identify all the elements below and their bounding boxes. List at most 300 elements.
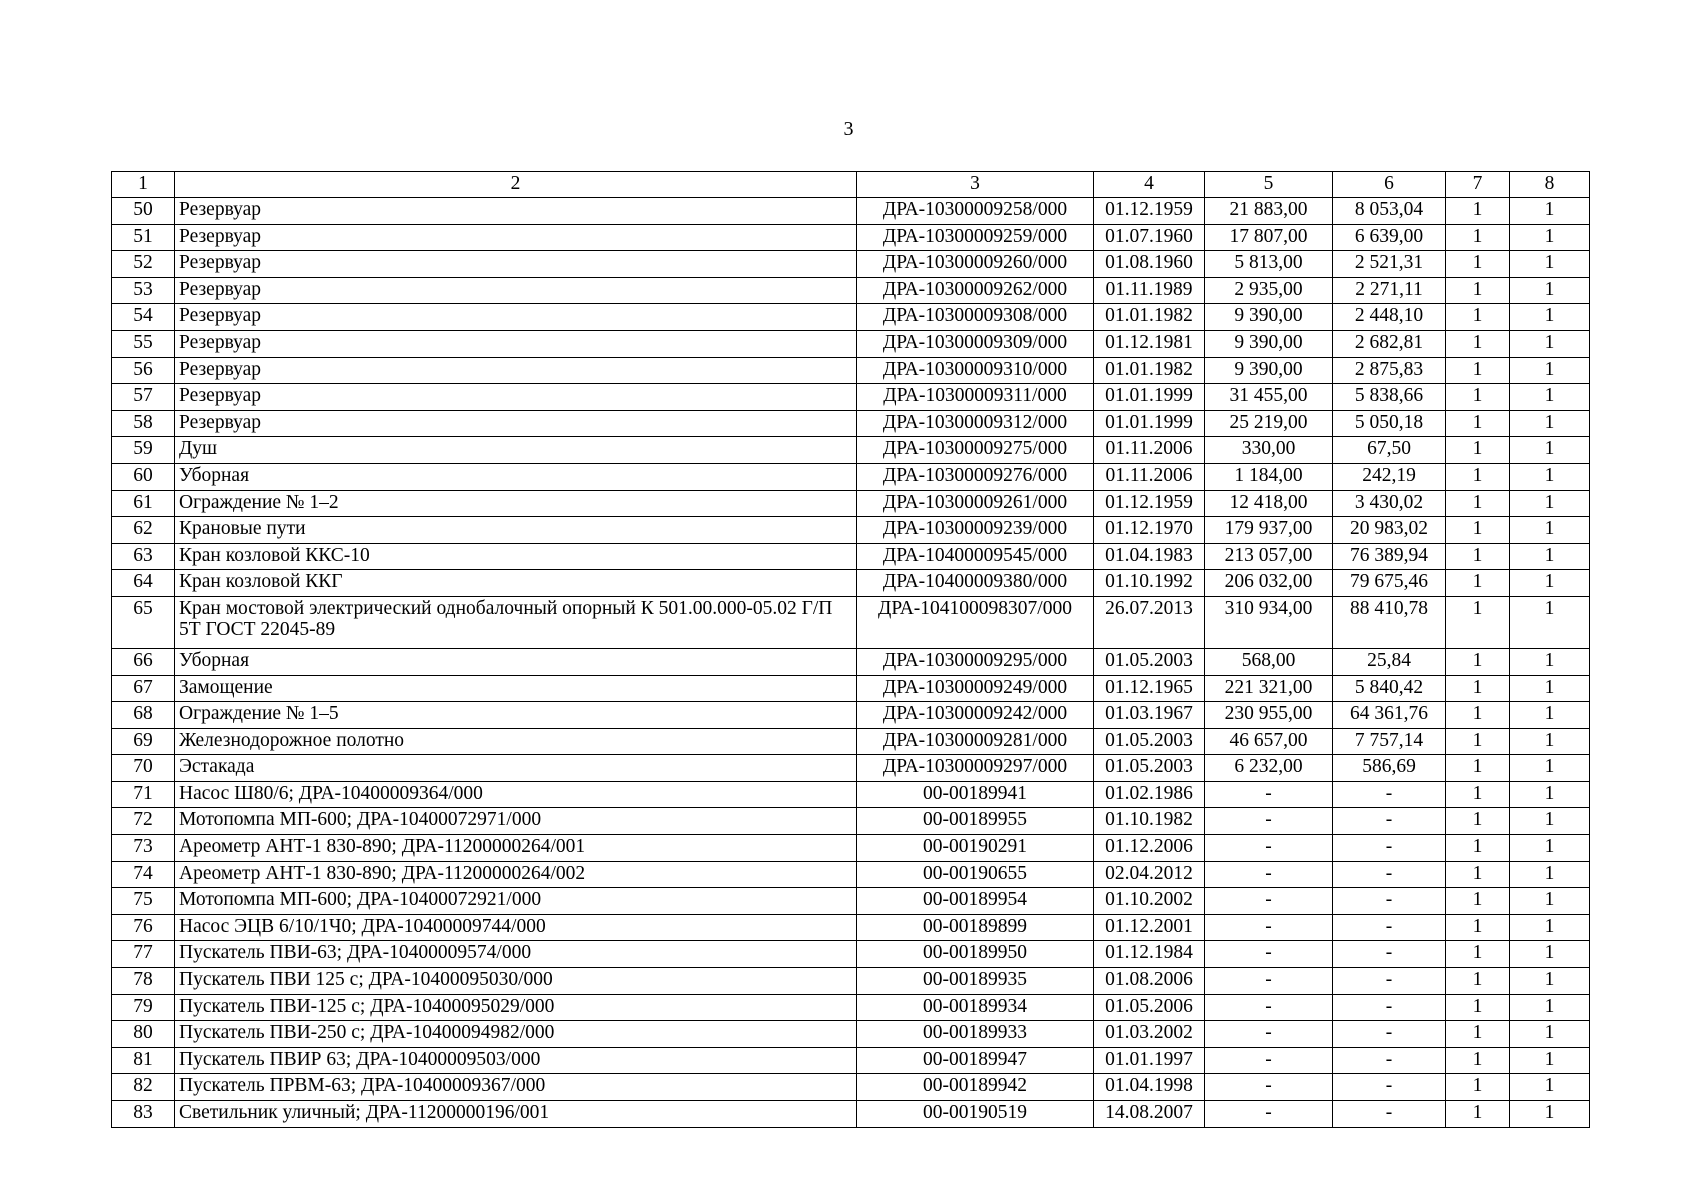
- initial-cost-cell: -: [1205, 1074, 1333, 1101]
- initial-cost-cell: 25 219,00: [1205, 410, 1333, 437]
- row-number-cell: 74: [112, 861, 175, 888]
- residual-cost-cell: -: [1333, 781, 1446, 808]
- residual-cost-cell: -: [1333, 994, 1446, 1021]
- quantity-cell: 1: [1446, 490, 1510, 517]
- table-body: [112, 198, 1590, 1128]
- quantity-cell: 1: [1446, 517, 1510, 544]
- quantity-cell: 1: [1446, 861, 1510, 888]
- item-name-cell: Мотопомпа МП-600; ДРА-10400072971/000: [175, 808, 857, 835]
- quantity-cell: 1: [1446, 198, 1510, 225]
- date-cell: 01.08.1960: [1094, 251, 1205, 278]
- quantity-cell: 1: [1446, 728, 1510, 755]
- inventory-number-cell: 00-00189955: [857, 808, 1094, 835]
- quantity-actual-cell: 1: [1510, 941, 1590, 968]
- quantity-cell: 1: [1446, 781, 1510, 808]
- table-row: [112, 330, 1590, 357]
- inventory-number-cell: 00-00189954: [857, 888, 1094, 915]
- date-cell: 01.04.1983: [1094, 543, 1205, 570]
- row-number-cell: 66: [112, 648, 175, 675]
- quantity-actual-cell: 1: [1510, 224, 1590, 251]
- quantity-actual-cell: 1: [1510, 330, 1590, 357]
- date-cell: 01.01.1999: [1094, 410, 1205, 437]
- residual-cost-cell: 6 639,00: [1333, 224, 1446, 251]
- table-row: [112, 437, 1590, 464]
- item-name-cell: Резервуар: [175, 304, 857, 331]
- date-cell: 01.05.2003: [1094, 648, 1205, 675]
- row-number-cell: 78: [112, 968, 175, 995]
- date-cell: 01.05.2003: [1094, 755, 1205, 782]
- table-row: [112, 357, 1590, 384]
- row-number-cell: 63: [112, 543, 175, 570]
- inventory-number-cell: 00-00189933: [857, 1021, 1094, 1048]
- inventory-number-cell: ДРА-10300009275/000: [857, 437, 1094, 464]
- inventory-number-cell: ДРА-10300009259/000: [857, 224, 1094, 251]
- quantity-actual-cell: 1: [1510, 198, 1590, 225]
- residual-cost-cell: -: [1333, 808, 1446, 835]
- quantity-actual-cell: 1: [1510, 543, 1590, 570]
- date-cell: 01.10.1982: [1094, 808, 1205, 835]
- header-col-7: 7: [1446, 172, 1510, 198]
- item-name-cell: Ареометр АНТ-1 830-890; ДРА-11200000264/002: [175, 861, 857, 888]
- date-cell: 01.12.1965: [1094, 675, 1205, 702]
- date-cell: 01.07.1960: [1094, 224, 1205, 251]
- table-row: [112, 888, 1590, 915]
- quantity-actual-cell: 1: [1510, 463, 1590, 490]
- row-number-cell: 62: [112, 517, 175, 544]
- initial-cost-cell: 213 057,00: [1205, 543, 1333, 570]
- quantity-cell: 1: [1446, 968, 1510, 995]
- residual-cost-cell: -: [1333, 1021, 1446, 1048]
- date-cell: 01.12.1970: [1094, 517, 1205, 544]
- item-name-cell: Замощение: [175, 675, 857, 702]
- initial-cost-cell: -: [1205, 781, 1333, 808]
- inventory-number-cell: ДРА-104100098307/000: [857, 596, 1094, 648]
- date-cell: 01.01.1982: [1094, 357, 1205, 384]
- residual-cost-cell: -: [1333, 888, 1446, 915]
- row-number-cell: 79: [112, 994, 175, 1021]
- row-number-cell: 76: [112, 914, 175, 941]
- residual-cost-cell: 2 271,11: [1333, 277, 1446, 304]
- residual-cost-cell: 5 050,18: [1333, 410, 1446, 437]
- inventory-number-cell: ДРА-10300009242/000: [857, 702, 1094, 729]
- date-cell: 01.12.1984: [1094, 941, 1205, 968]
- date-cell: 01.01.1999: [1094, 384, 1205, 411]
- table-row: [112, 596, 1590, 648]
- date-cell: 01.12.2001: [1094, 914, 1205, 941]
- item-name-cell: Кран козловой ККС-10: [175, 543, 857, 570]
- quantity-cell: 1: [1446, 304, 1510, 331]
- item-name-cell: Уборная: [175, 463, 857, 490]
- item-name-cell: Пускатель ПРВМ-63; ДРА-10400009367/000: [175, 1074, 857, 1101]
- initial-cost-cell: -: [1205, 861, 1333, 888]
- row-number-cell: 70: [112, 755, 175, 782]
- item-name-cell: Пускатель ПВИ-125 с; ДРА-10400095029/000: [175, 994, 857, 1021]
- quantity-cell: 1: [1446, 357, 1510, 384]
- inventory-number-cell: 00-00189942: [857, 1074, 1094, 1101]
- row-number-cell: 71: [112, 781, 175, 808]
- row-number-cell: 82: [112, 1074, 175, 1101]
- row-number-cell: 80: [112, 1021, 175, 1048]
- initial-cost-cell: 568,00: [1205, 648, 1333, 675]
- initial-cost-cell: 46 657,00: [1205, 728, 1333, 755]
- page-number: 3: [843, 118, 854, 140]
- item-name-cell: Пускатель ПВИ-250 с; ДРА-10400094982/000: [175, 1021, 857, 1048]
- residual-cost-cell: 88 410,78: [1333, 596, 1446, 648]
- row-number-cell: 61: [112, 490, 175, 517]
- table-row: [112, 914, 1590, 941]
- table-row: [112, 463, 1590, 490]
- date-cell: 14.08.2007: [1094, 1101, 1205, 1128]
- quantity-cell: 1: [1446, 888, 1510, 915]
- inventory-number-cell: ДРА-10300009281/000: [857, 728, 1094, 755]
- inventory-number-cell: 00-00189935: [857, 968, 1094, 995]
- inventory-number-cell: ДРА-10300009239/000: [857, 517, 1094, 544]
- date-cell: 01.01.1997: [1094, 1047, 1205, 1074]
- row-number-cell: 72: [112, 808, 175, 835]
- inventory-number-cell: ДРА-10300009310/000: [857, 357, 1094, 384]
- initial-cost-cell: -: [1205, 1021, 1333, 1048]
- quantity-cell: 1: [1446, 224, 1510, 251]
- residual-cost-cell: 67,50: [1333, 437, 1446, 464]
- item-name-cell: Пускатель ПВИР 63; ДРА-10400009503/000: [175, 1047, 857, 1074]
- table-row: [112, 1047, 1590, 1074]
- inventory-number-cell: ДРА-10300009258/000: [857, 198, 1094, 225]
- row-number-cell: 60: [112, 463, 175, 490]
- quantity-actual-cell: 1: [1510, 994, 1590, 1021]
- quantity-actual-cell: 1: [1510, 675, 1590, 702]
- header-col-1: 1: [112, 172, 175, 198]
- item-name-cell: Пускатель ПВИ 125 с; ДРА-10400095030/000: [175, 968, 857, 995]
- inventory-number-cell: 00-00190519: [857, 1101, 1094, 1128]
- residual-cost-cell: -: [1333, 914, 1446, 941]
- residual-cost-cell: -: [1333, 968, 1446, 995]
- residual-cost-cell: 5 840,42: [1333, 675, 1446, 702]
- table-row: [112, 517, 1590, 544]
- item-name-cell: Железнодорожное полотно: [175, 728, 857, 755]
- residual-cost-cell: 2 448,10: [1333, 304, 1446, 331]
- inventory-number-cell: ДРА-10300009262/000: [857, 277, 1094, 304]
- item-name-cell: Мотопомпа МП-600; ДРА-10400072921/000: [175, 888, 857, 915]
- initial-cost-cell: 9 390,00: [1205, 330, 1333, 357]
- row-number-cell: 52: [112, 251, 175, 278]
- inventory-number-cell: 00-00190291: [857, 835, 1094, 862]
- quantity-cell: 1: [1446, 648, 1510, 675]
- quantity-cell: 1: [1446, 384, 1510, 411]
- item-name-cell: Резервуар: [175, 277, 857, 304]
- item-name-cell: Резервуар: [175, 410, 857, 437]
- initial-cost-cell: 6 232,00: [1205, 755, 1333, 782]
- row-number-cell: 55: [112, 330, 175, 357]
- quantity-cell: 1: [1446, 251, 1510, 278]
- inventory-number-cell: 00-00190655: [857, 861, 1094, 888]
- table-row: [112, 224, 1590, 251]
- row-number-cell: 57: [112, 384, 175, 411]
- initial-cost-cell: -: [1205, 968, 1333, 995]
- table-row: [112, 835, 1590, 862]
- item-name-cell: Ограждение № 1–2: [175, 490, 857, 517]
- quantity-actual-cell: 1: [1510, 596, 1590, 648]
- date-cell: 01.12.1959: [1094, 490, 1205, 517]
- date-cell: 01.11.2006: [1094, 463, 1205, 490]
- item-name-cell: Эстакада: [175, 755, 857, 782]
- initial-cost-cell: 310 934,00: [1205, 596, 1333, 648]
- quantity-actual-cell: 1: [1510, 755, 1590, 782]
- quantity-actual-cell: 1: [1510, 437, 1590, 464]
- initial-cost-cell: 31 455,00: [1205, 384, 1333, 411]
- table-row: [112, 198, 1590, 225]
- row-number-cell: 73: [112, 835, 175, 862]
- quantity-cell: 1: [1446, 330, 1510, 357]
- quantity-actual-cell: 1: [1510, 861, 1590, 888]
- date-cell: 01.02.1986: [1094, 781, 1205, 808]
- date-cell: 01.03.2002: [1094, 1021, 1205, 1048]
- quantity-actual-cell: 1: [1510, 570, 1590, 597]
- item-name-cell: Крановые пути: [175, 517, 857, 544]
- quantity-cell: 1: [1446, 596, 1510, 648]
- row-number-cell: 56: [112, 357, 175, 384]
- inventory-number-cell: ДРА-10300009260/000: [857, 251, 1094, 278]
- quantity-cell: 1: [1446, 1047, 1510, 1074]
- initial-cost-cell: -: [1205, 941, 1333, 968]
- table-row: [112, 648, 1590, 675]
- row-number-cell: 69: [112, 728, 175, 755]
- quantity-cell: 1: [1446, 808, 1510, 835]
- quantity-actual-cell: 1: [1510, 490, 1590, 517]
- residual-cost-cell: 2 875,83: [1333, 357, 1446, 384]
- initial-cost-cell: -: [1205, 888, 1333, 915]
- initial-cost-cell: -: [1205, 914, 1333, 941]
- initial-cost-cell: 1 184,00: [1205, 463, 1333, 490]
- residual-cost-cell: 7 757,14: [1333, 728, 1446, 755]
- residual-cost-cell: 76 389,94: [1333, 543, 1446, 570]
- quantity-cell: 1: [1446, 994, 1510, 1021]
- item-name-cell: Пускатель ПВИ-63; ДРА-10400009574/000: [175, 941, 857, 968]
- inventory-number-cell: 00-00189899: [857, 914, 1094, 941]
- table-row: [112, 728, 1590, 755]
- date-cell: 01.03.1967: [1094, 702, 1205, 729]
- item-name-cell: Резервуар: [175, 357, 857, 384]
- row-number-cell: 81: [112, 1047, 175, 1074]
- quantity-actual-cell: 1: [1510, 968, 1590, 995]
- header-col-5: 5: [1205, 172, 1333, 198]
- quantity-cell: 1: [1446, 410, 1510, 437]
- inventory-number-cell: ДРА-10300009308/000: [857, 304, 1094, 331]
- header-col-8: 8: [1510, 172, 1590, 198]
- quantity-actual-cell: 1: [1510, 1021, 1590, 1048]
- date-cell: 01.08.2006: [1094, 968, 1205, 995]
- inventory-number-cell: 00-00189950: [857, 941, 1094, 968]
- table-row: [112, 994, 1590, 1021]
- row-number-cell: 58: [112, 410, 175, 437]
- row-number-cell: 51: [112, 224, 175, 251]
- header-col-3: 3: [857, 172, 1094, 198]
- row-number-cell: 75: [112, 888, 175, 915]
- table-row: [112, 251, 1590, 278]
- item-name-cell: Резервуар: [175, 224, 857, 251]
- date-cell: 01.11.1989: [1094, 277, 1205, 304]
- date-cell: 01.05.2003: [1094, 728, 1205, 755]
- quantity-cell: 1: [1446, 835, 1510, 862]
- quantity-cell: 1: [1446, 1074, 1510, 1101]
- inventory-number-cell: ДРА-10400009380/000: [857, 570, 1094, 597]
- date-cell: 01.10.2002: [1094, 888, 1205, 915]
- inventory-number-cell: ДРА-10300009311/000: [857, 384, 1094, 411]
- residual-cost-cell: -: [1333, 941, 1446, 968]
- quantity-cell: 1: [1446, 755, 1510, 782]
- inventory-number-cell: 00-00189947: [857, 1047, 1094, 1074]
- initial-cost-cell: -: [1205, 1101, 1333, 1128]
- table-row: [112, 808, 1590, 835]
- residual-cost-cell: -: [1333, 1047, 1446, 1074]
- inventory-number-cell: ДРА-10400009545/000: [857, 543, 1094, 570]
- initial-cost-cell: 230 955,00: [1205, 702, 1333, 729]
- quantity-actual-cell: 1: [1510, 357, 1590, 384]
- row-number-cell: 68: [112, 702, 175, 729]
- quantity-actual-cell: 1: [1510, 251, 1590, 278]
- table-row: [112, 781, 1590, 808]
- header-col-2: 2: [175, 172, 857, 198]
- quantity-actual-cell: 1: [1510, 1101, 1590, 1128]
- item-name-cell: Кран козловой ККГ: [175, 570, 857, 597]
- initial-cost-cell: 179 937,00: [1205, 517, 1333, 544]
- quantity-actual-cell: 1: [1510, 304, 1590, 331]
- item-name-cell: Резервуар: [175, 198, 857, 225]
- quantity-actual-cell: 1: [1510, 1047, 1590, 1074]
- table-row: [112, 384, 1590, 411]
- residual-cost-cell: 79 675,46: [1333, 570, 1446, 597]
- date-cell: 01.10.1992: [1094, 570, 1205, 597]
- date-cell: 26.07.2013: [1094, 596, 1205, 648]
- date-cell: 01.12.2006: [1094, 835, 1205, 862]
- inventory-number-cell: ДРА-10300009309/000: [857, 330, 1094, 357]
- initial-cost-cell: 2 935,00: [1205, 277, 1333, 304]
- quantity-cell: 1: [1446, 1021, 1510, 1048]
- quantity-actual-cell: 1: [1510, 728, 1590, 755]
- inventory-number-cell: ДРА-10300009261/000: [857, 490, 1094, 517]
- date-cell: 01.05.2006: [1094, 994, 1205, 1021]
- quantity-cell: 1: [1446, 914, 1510, 941]
- item-name-cell: Резервуар: [175, 330, 857, 357]
- date-cell: 01.11.2006: [1094, 437, 1205, 464]
- residual-cost-cell: 3 430,02: [1333, 490, 1446, 517]
- initial-cost-cell: 5 813,00: [1205, 251, 1333, 278]
- table-row: [112, 304, 1590, 331]
- quantity-actual-cell: 1: [1510, 517, 1590, 544]
- header-col-6: 6: [1333, 172, 1446, 198]
- quantity-cell: 1: [1446, 570, 1510, 597]
- inventory-number-cell: ДРА-10300009276/000: [857, 463, 1094, 490]
- residual-cost-cell: 2 682,81: [1333, 330, 1446, 357]
- item-name-cell: Ареометр АНТ-1 830-890; ДРА-11200000264/001: [175, 835, 857, 862]
- initial-cost-cell: -: [1205, 1047, 1333, 1074]
- residual-cost-cell: 64 361,76: [1333, 702, 1446, 729]
- initial-cost-cell: 330,00: [1205, 437, 1333, 464]
- item-name-cell: Насос Ш80/6; ДРА-10400009364/000: [175, 781, 857, 808]
- residual-cost-cell: 586,69: [1333, 755, 1446, 782]
- row-number-cell: 65: [112, 596, 175, 648]
- residual-cost-cell: 20 983,02: [1333, 517, 1446, 544]
- item-name-cell: Резервуар: [175, 251, 857, 278]
- table-row: [112, 410, 1590, 437]
- row-number-cell: 83: [112, 1101, 175, 1128]
- inventory-number-cell: 00-00189941: [857, 781, 1094, 808]
- residual-cost-cell: -: [1333, 861, 1446, 888]
- inventory-number-cell: ДРА-10300009295/000: [857, 648, 1094, 675]
- residual-cost-cell: -: [1333, 835, 1446, 862]
- item-name-cell: Кран мостовой электрический однобалочный опорный К 501.00.000-05.02 Г/П 5Т ГОСТ 22045-89: [175, 596, 857, 648]
- quantity-actual-cell: 1: [1510, 277, 1590, 304]
- residual-cost-cell: 5 838,66: [1333, 384, 1446, 411]
- row-number-cell: 53: [112, 277, 175, 304]
- header-col-4: 4: [1094, 172, 1205, 198]
- initial-cost-cell: 9 390,00: [1205, 304, 1333, 331]
- inventory-number-cell: ДРА-10300009297/000: [857, 755, 1094, 782]
- quantity-cell: 1: [1446, 437, 1510, 464]
- item-name-cell: Душ: [175, 437, 857, 464]
- table-row: [112, 490, 1590, 517]
- quantity-actual-cell: 1: [1510, 1074, 1590, 1101]
- table-row: [112, 941, 1590, 968]
- row-number-cell: 64: [112, 570, 175, 597]
- table-row: [112, 702, 1590, 729]
- date-cell: 01.12.1981: [1094, 330, 1205, 357]
- item-name-cell: Ограждение № 1–5: [175, 702, 857, 729]
- initial-cost-cell: -: [1205, 835, 1333, 862]
- inventory-number-cell: ДРА-10300009249/000: [857, 675, 1094, 702]
- item-name-cell: Светильник уличный; ДРА-11200000196/001: [175, 1101, 857, 1128]
- item-name-cell: Резервуар: [175, 384, 857, 411]
- quantity-cell: 1: [1446, 543, 1510, 570]
- row-number-cell: 67: [112, 675, 175, 702]
- initial-cost-cell: -: [1205, 994, 1333, 1021]
- date-cell: 02.04.2012: [1094, 861, 1205, 888]
- quantity-actual-cell: 1: [1510, 648, 1590, 675]
- initial-cost-cell: 17 807,00: [1205, 224, 1333, 251]
- initial-cost-cell: 12 418,00: [1205, 490, 1333, 517]
- quantity-cell: 1: [1446, 1101, 1510, 1128]
- residual-cost-cell: 2 521,31: [1333, 251, 1446, 278]
- table-row: [112, 1021, 1590, 1048]
- residual-cost-cell: -: [1333, 1101, 1446, 1128]
- item-name-cell: Насос ЭЦВ 6/10/1Ч0; ДРА-10400009744/000: [175, 914, 857, 941]
- quantity-actual-cell: 1: [1510, 914, 1590, 941]
- table-row: [112, 861, 1590, 888]
- quantity-cell: 1: [1446, 463, 1510, 490]
- residual-cost-cell: 25,84: [1333, 648, 1446, 675]
- inventory-number-cell: 00-00189934: [857, 994, 1094, 1021]
- quantity-actual-cell: 1: [1510, 888, 1590, 915]
- table-row: [112, 277, 1590, 304]
- row-number-cell: 54: [112, 304, 175, 331]
- table-row: [112, 570, 1590, 597]
- quantity-actual-cell: 1: [1510, 835, 1590, 862]
- residual-cost-cell: 8 053,04: [1333, 198, 1446, 225]
- quantity-cell: 1: [1446, 277, 1510, 304]
- table-row: [112, 1074, 1590, 1101]
- date-cell: 01.12.1959: [1094, 198, 1205, 225]
- quantity-actual-cell: 1: [1510, 808, 1590, 835]
- quantity-cell: 1: [1446, 675, 1510, 702]
- inventory-number-cell: ДРА-10300009312/000: [857, 410, 1094, 437]
- initial-cost-cell: 221 321,00: [1205, 675, 1333, 702]
- initial-cost-cell: 21 883,00: [1205, 198, 1333, 225]
- asset-table: [111, 171, 1590, 1128]
- quantity-actual-cell: 1: [1510, 384, 1590, 411]
- initial-cost-cell: 9 390,00: [1205, 357, 1333, 384]
- header-row: [112, 172, 1590, 198]
- initial-cost-cell: -: [1205, 808, 1333, 835]
- quantity-cell: 1: [1446, 702, 1510, 729]
